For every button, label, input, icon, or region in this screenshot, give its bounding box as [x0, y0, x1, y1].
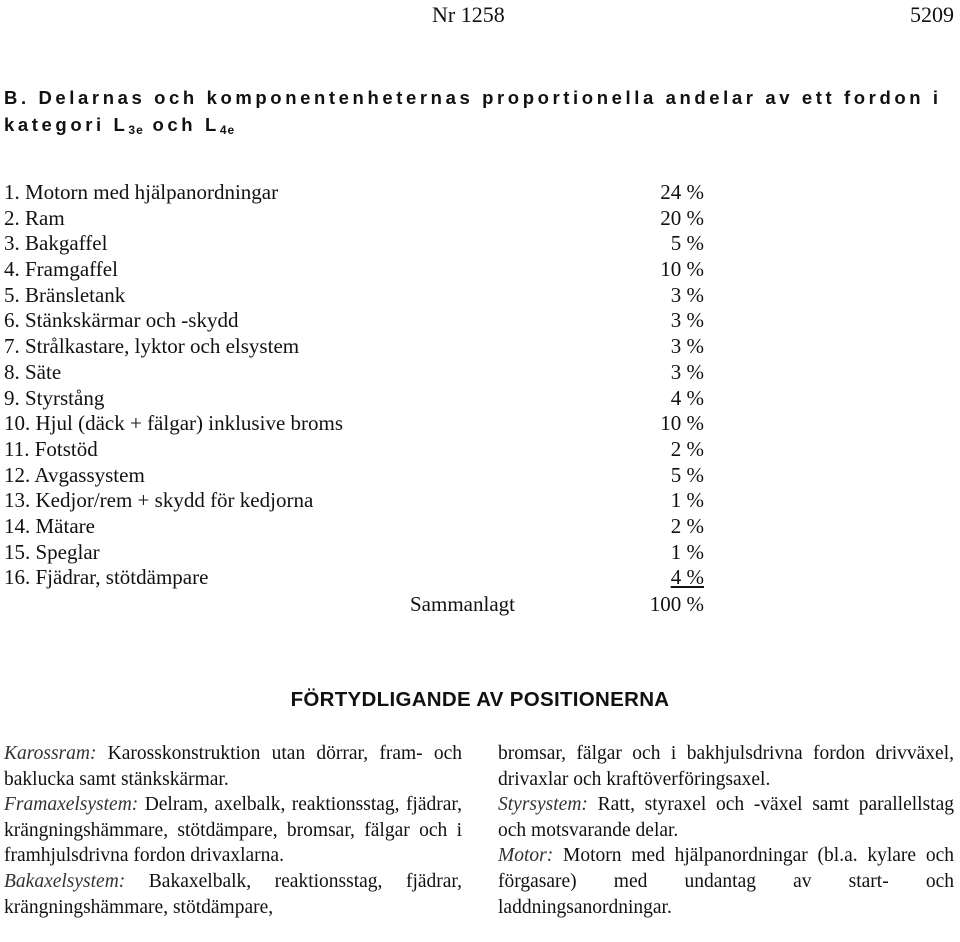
definition-text: Bakaxelbalk, reaktionsstag, fjädrar, krängningshämmare, stötdämpare, — [4, 870, 462, 918]
section-title — [4, 84, 954, 144]
item-value: 1 % — [670, 488, 704, 513]
item-value: 2 % — [670, 513, 704, 538]
item-value: 5 % — [670, 462, 704, 487]
item-label: 8. Säte — [4, 359, 62, 384]
item-label: 14. Mätare — [4, 513, 95, 538]
list-item — [0, 437, 720, 463]
item-label: 1. Motorn med hjälpanordningar — [4, 180, 279, 204]
definition-paragraph — [4, 741, 462, 792]
item-label: 3. Bakgaffel — [4, 231, 108, 256]
total-value: 100 % — [649, 592, 704, 616]
definition-text: Karosskonstruktion utan dörrar, fram- och baklucka samt stänkskärmar. — [4, 743, 462, 790]
clarification-left-column — [4, 741, 462, 920]
list-item — [0, 180, 720, 206]
item-value: 3 % — [670, 334, 704, 359]
item-value: 10 % — [660, 411, 704, 436]
item-value: 2 % — [670, 436, 704, 461]
page-number: 5209 — [910, 2, 954, 27]
list-item — [0, 540, 720, 566]
section-title-conj: och L — [143, 114, 220, 135]
list-item — [0, 231, 720, 257]
definition-text: Ratt, styraxel och -växel samt parallellstag och motsvarande delar. — [498, 794, 954, 841]
item-label: 7. Strålkastare, lyktor och elsystem — [4, 334, 300, 359]
item-value: 5 % — [670, 231, 704, 256]
total-row — [0, 591, 720, 617]
item-label: 13. Kedjor/rem + skydd för kedjorna — [4, 488, 314, 513]
definition-paragraph — [498, 843, 954, 920]
list-item — [0, 206, 720, 232]
list-item — [0, 386, 720, 412]
definition-paragraph — [498, 741, 954, 792]
item-value: 20 % — [660, 205, 704, 230]
item-value: 24 % — [660, 180, 704, 204]
list-item — [0, 411, 720, 437]
definition-paragraph — [4, 869, 462, 920]
item-label: 5. Bränsletank — [4, 282, 126, 307]
definition-text: Motorn med hjälpanordningar (bl.a. kylare och förgasare) med undantag av start- och laddningsanordningar. — [498, 845, 954, 918]
definition-text: bromsar, fälgar och i bakhjulsdrivna fordon drivväxel, drivaxlar och kraftöverföringsaxel. — [498, 743, 954, 790]
item-label: 10. Hjul (däck + fälgar) inklusive broms — [4, 411, 344, 436]
item-label: 11. Fotstöd — [4, 436, 98, 461]
definition-text: Delram, axelbalk, reaktionsstag, fjädrar, krängningshämmare, stötdämpare, bromsar, fälgar och i framhjulsdrivna fordon drivaxlarna. — [4, 794, 462, 867]
definition-term: Framaxelsystem: — [4, 794, 139, 816]
item-label: 15. Speglar — [4, 539, 100, 564]
definition-term: Karossram: — [4, 743, 97, 764]
item-value: 4 % — [670, 385, 704, 410]
item-value: 3 % — [670, 282, 704, 307]
item-value: 3 % — [670, 308, 704, 333]
list-item — [0, 308, 720, 334]
list-item — [0, 488, 720, 514]
issue-number: Nr 1258 — [432, 2, 505, 27]
item-label: 6. Stänkskärmar och -skydd — [4, 308, 239, 333]
item-label: 12. Avgassystem — [4, 462, 145, 487]
item-value: 10 % — [660, 257, 704, 282]
list-item — [0, 360, 720, 386]
list-item — [0, 283, 720, 309]
item-label: 4. Framgaffel — [4, 257, 118, 282]
item-value: 1 % — [670, 539, 704, 564]
component-share-list — [0, 180, 720, 617]
definition-term: Bakaxelsystem: — [4, 870, 126, 892]
clarification-right-column — [498, 741, 954, 920]
list-item — [0, 565, 720, 591]
subscript-4e: 4e — [219, 123, 236, 137]
section-title-text: B. Delarnas och komponentenheternas proportionella andelar av ett fordon i kategori L — [4, 87, 942, 135]
definition-term: Motor: — [498, 845, 554, 867]
subscript-3e: 3e — [128, 123, 144, 137]
clarification-heading: FÖRTYDLIGANDE AV POSITIONERNA — [290, 688, 670, 711]
list-item — [0, 334, 720, 360]
item-value: 3 % — [670, 359, 704, 384]
item-label: 16. Fjädrar, stötdämpare — [4, 565, 209, 590]
definition-paragraph — [4, 792, 462, 869]
total-label: Sammanlagt — [410, 592, 515, 616]
list-item — [0, 463, 720, 489]
list-item — [0, 257, 720, 283]
item-value: 4 % — [670, 565, 704, 590]
list-item — [0, 514, 720, 540]
item-label: 2. Ram — [4, 205, 65, 230]
definition-term: Styrsystem: — [498, 794, 588, 816]
definition-paragraph — [498, 792, 954, 843]
item-label: 9. Styrstång — [4, 385, 105, 410]
